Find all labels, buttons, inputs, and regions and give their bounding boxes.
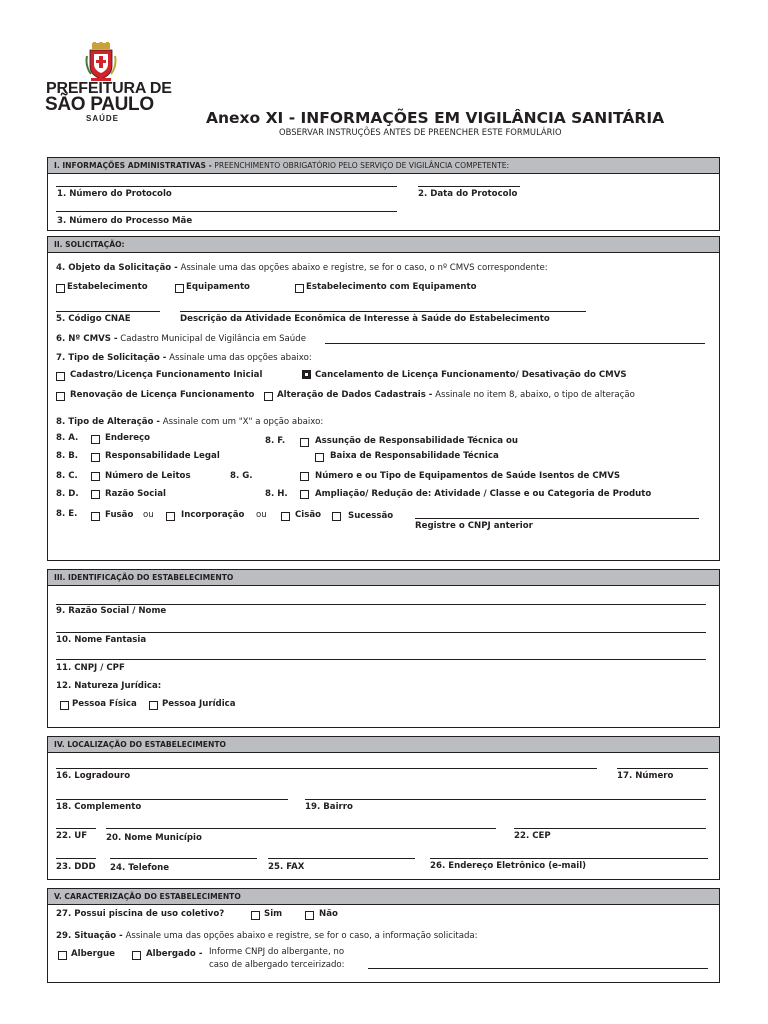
- street-label: 16. Logradouro: [56, 771, 131, 781]
- option-8d-company-name: Razão Social: [105, 489, 166, 499]
- or-text-2: ou: [256, 510, 267, 520]
- protocol-number-label: 1. Número do Protocolo: [57, 189, 172, 199]
- parent-process-field[interactable]: [56, 211, 397, 212]
- checkbox-renew-license[interactable]: [56, 392, 65, 401]
- legal-nature-label: 12. Natureza Jurídica:: [56, 681, 162, 691]
- company-name-label: 9. Razão Social / Nome: [56, 606, 167, 616]
- section-title: I. INFORMAÇÕES ADMINISTRATIVAS -: [54, 161, 212, 170]
- cmvs-label: 6. Nº CMVS - Cadastro Municipal de Vigilância em Saúde: [56, 334, 306, 344]
- request-type-label: 7. Tipo de Solicitação - Assinale uma das opções abaixo:: [56, 353, 312, 363]
- activity-description-label: Descrição da Atividade Econômica de Interesse à Saúde do Estabelecimento: [180, 314, 550, 324]
- or-text-1: ou: [143, 510, 154, 520]
- checkbox-8f-technical-responsibility[interactable]: [300, 438, 309, 447]
- option-8g-equipment: Número e ou Tipo de Equipamentos de Saúde Isentos de CMVS: [315, 471, 621, 481]
- checkbox-8b-legal-responsibility[interactable]: [91, 453, 100, 462]
- email-label: 26. Endereço Eletrônico (e-mail): [430, 861, 587, 871]
- option-8e-spinoff: Cisão: [295, 510, 322, 520]
- checkbox-establishment[interactable]: [56, 284, 65, 293]
- page-subtitle: OBSERVAR INSTRUÇÕES ANTES DE PREENCHER ESTE FORMULÁRIO: [279, 127, 562, 137]
- fax-field[interactable]: [268, 858, 415, 859]
- previous-cnpj-field[interactable]: [415, 518, 699, 519]
- option-shelter: Albergue: [71, 949, 115, 959]
- option-initial-license: Cadastro/Licença Funcionamento Inicial: [70, 370, 263, 380]
- item-8g-number: 8. G.: [230, 471, 253, 481]
- protocol-date-label: 2. Data do Protocolo: [418, 189, 518, 199]
- option-data-change: Alteração de Dados Cadastrais - Assinale no item 8, abaixo, o tipo de alteração: [277, 390, 635, 400]
- item-8e-number: 8. E.: [56, 509, 78, 519]
- option-8f-line1: Assunção de Responsabilidade Técnica ou: [315, 436, 519, 446]
- section-title: III. IDENTIFICAÇÃO DO ESTABELECIMENTO: [54, 573, 234, 582]
- checkbox-legal-entity[interactable]: [149, 701, 158, 710]
- option-establishment: Estabelecimento: [67, 282, 148, 292]
- pool-question: 27. Possui piscina de uso coletivo?: [56, 909, 225, 919]
- logo-line-2: SÃO PAULO: [45, 94, 154, 115]
- item-8d-number: 8. D.: [56, 489, 79, 499]
- cnae-label: 5. Código CNAE: [56, 314, 131, 324]
- street-number-field[interactable]: [617, 768, 708, 769]
- q4-label: 4. Objeto da Solicitação - Assinale uma das opções abaixo e registre, se for o caso, o nº CMVS correspondente:: [56, 263, 548, 273]
- activity-description-field[interactable]: [180, 311, 586, 312]
- parent-process-label: 3. Número do Processo Mãe: [57, 216, 193, 226]
- section-title: IV. LOCALIZAÇÃO DO ESTABELECIMENTO: [54, 740, 226, 749]
- protocol-number-field[interactable]: [56, 186, 397, 187]
- cnpj-cpf-field[interactable]: [56, 659, 706, 660]
- checkbox-8h-expansion[interactable]: [300, 490, 309, 499]
- situation-label: 29. Situação - Assinale uma das opções abaixo e registre, se for o caso, a informação solicitada:: [56, 931, 478, 941]
- option-8e-succession: Sucessão: [348, 511, 394, 521]
- sheltering-cnpj-field[interactable]: [368, 968, 708, 969]
- section-establishment-identification: [47, 569, 720, 728]
- checkbox-pool-yes[interactable]: [251, 911, 260, 920]
- option-8b-legal-responsibility: Responsabilidade Legal: [105, 451, 220, 461]
- zip-field[interactable]: [514, 828, 706, 829]
- street-field[interactable]: [56, 768, 597, 769]
- option-pool-yes: Sim: [264, 909, 283, 919]
- checkbox-8a-address[interactable]: [91, 435, 100, 444]
- checkbox-8e-incorporation[interactable]: [166, 512, 175, 521]
- email-field[interactable]: [430, 858, 708, 859]
- checkbox-equipment[interactable]: [175, 284, 184, 293]
- logo-line-1: PREFEITURA DE: [46, 80, 172, 97]
- option-sheltered: Albergado -: [146, 949, 203, 959]
- section-title-note: PREENCHIMENTO OBRIGATÓRIO PELO SERVIÇO DE VIGILÂNCIA COMPETENTE:: [214, 161, 510, 170]
- logo-line-3: SAÚDE: [86, 114, 120, 123]
- city-field[interactable]: [106, 828, 496, 829]
- option-8f-line2: Baixa de Responsabilidade Técnica: [330, 451, 499, 461]
- checkbox-shelter[interactable]: [58, 951, 67, 960]
- district-label: 19. Bairro: [305, 802, 353, 812]
- section-title: II. SOLICITAÇÃO:: [54, 240, 125, 249]
- option-establishment-with-equipment: Estabelecimento com Equipamento: [306, 282, 477, 292]
- checkbox-sheltered[interactable]: [132, 951, 141, 960]
- phone-field[interactable]: [110, 858, 257, 859]
- trade-name-label: 10. Nome Fantasia: [56, 635, 147, 645]
- area-code-label: 23. DDD: [56, 862, 96, 872]
- company-name-field[interactable]: [56, 604, 706, 605]
- city-crest-logo: [85, 42, 117, 82]
- checkbox-8c-beds[interactable]: [91, 472, 100, 481]
- fax-label: 25. FAX: [268, 862, 305, 872]
- checkbox-8e-succession[interactable]: [332, 512, 341, 521]
- option-cancel-license: Cancelamento de Licença Funcionamento/ Desativação do CMVS: [315, 370, 627, 380]
- complement-label: 18. Complemento: [56, 802, 142, 812]
- item-8a-number: 8. A.: [56, 433, 79, 443]
- area-code-field[interactable]: [56, 858, 96, 859]
- checkbox-establishment-with-equipment[interactable]: [295, 284, 304, 293]
- sheltered-info-line2: caso de albergado terceirizado:: [209, 960, 345, 970]
- option-8h-expansion: Ampliação/ Redução de: Atividade / Classe e ou Categoria de Produto: [315, 489, 652, 499]
- checkbox-cancel-license[interactable]: [302, 370, 311, 379]
- option-pool-no: Não: [319, 909, 338, 919]
- checkbox-initial-license[interactable]: [56, 372, 65, 381]
- protocol-date-field[interactable]: [418, 186, 520, 187]
- page-title: Anexo XI - INFORMAÇÕES EM VIGILÂNCIA SANITÁRIA: [206, 109, 665, 127]
- previous-cnpj-label: Registre o CNPJ anterior: [415, 521, 533, 531]
- checkbox-pool-no[interactable]: [305, 911, 314, 920]
- checkbox-8e-spinoff[interactable]: [281, 512, 290, 521]
- item-8c-number: 8. C.: [56, 471, 78, 481]
- state-label: 22. UF: [56, 831, 88, 841]
- checkbox-8g-equipment[interactable]: [300, 472, 309, 481]
- option-renew-license: Renovação de Licença Funcionamento: [70, 390, 255, 400]
- zip-label: 22. CEP: [514, 831, 551, 841]
- cnae-field[interactable]: [56, 311, 160, 312]
- option-equipment: Equipamento: [186, 282, 250, 292]
- option-individual: Pessoa Física: [72, 699, 137, 709]
- option-8c-beds: Número de Leitos: [105, 471, 191, 481]
- sheltered-info-line1: Informe CNPJ do albergante, no: [209, 947, 345, 957]
- cmvs-field[interactable]: [325, 343, 705, 344]
- item-8b-number: 8. B.: [56, 451, 79, 461]
- checkbox-8f-technical-removal[interactable]: [315, 453, 324, 462]
- option-legal-entity: Pessoa Jurídica: [162, 699, 236, 709]
- checkbox-data-change[interactable]: [264, 392, 273, 401]
- street-number-label: 17. Número: [617, 771, 674, 781]
- section-title: V. CARACTERIZAÇÃO DO ESTABELECIMENTO: [54, 892, 241, 901]
- change-type-label: 8. Tipo de Alteração - Assinale com um "X" a opção abaixo:: [56, 417, 324, 427]
- trade-name-field[interactable]: [56, 632, 706, 633]
- item-8f-number: 8. F.: [265, 436, 286, 446]
- district-field[interactable]: [305, 799, 706, 800]
- checkbox-8d-company-name[interactable]: [91, 490, 100, 499]
- city-label: 20. Nome Município: [106, 833, 202, 843]
- complement-field[interactable]: [56, 799, 288, 800]
- checkbox-individual[interactable]: [60, 701, 69, 710]
- option-8e-incorporation: Incorporação: [181, 510, 245, 520]
- option-8e-merger: Fusão: [105, 510, 134, 520]
- cnpj-cpf-label: 11. CNPJ / CPF: [56, 663, 125, 673]
- option-8a-address: Endereço: [105, 433, 151, 443]
- state-field[interactable]: [56, 828, 96, 829]
- item-8h-number: 8. H.: [265, 489, 288, 499]
- checkbox-8e-merger[interactable]: [91, 512, 100, 521]
- phone-label: 24. Telefone: [110, 863, 170, 873]
